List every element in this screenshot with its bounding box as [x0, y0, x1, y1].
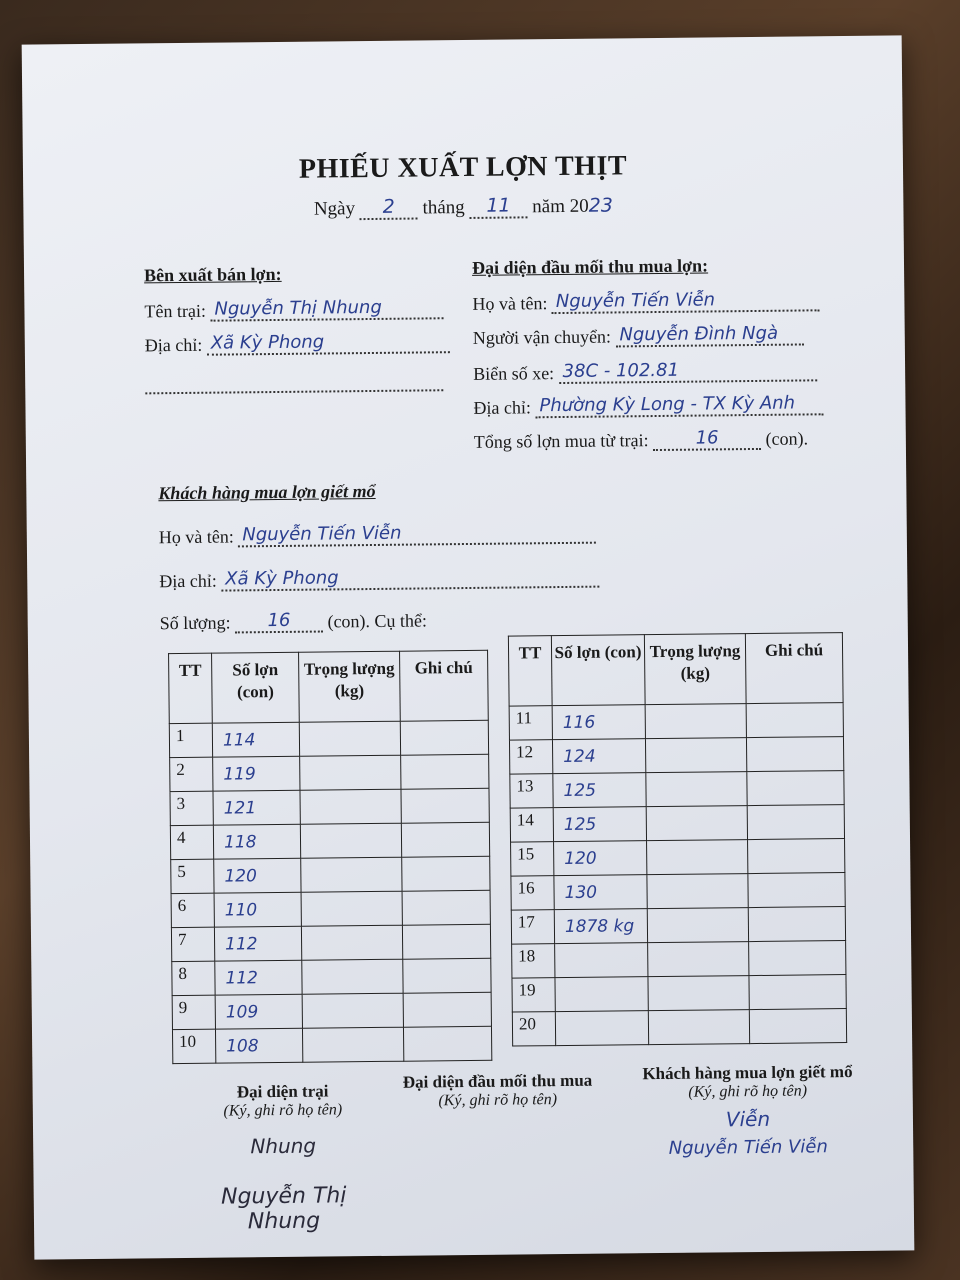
note-cell [748, 907, 845, 942]
weight-cell [647, 908, 748, 943]
seller-address-label: Địa chỉ: [144, 334, 203, 356]
table-row [509, 737, 843, 774]
blank-line [145, 375, 443, 394]
note-cell [746, 703, 843, 738]
seller-address-line [145, 330, 450, 356]
seller-farm-line [144, 296, 443, 322]
note-cell [747, 805, 844, 840]
weight-cell [301, 891, 402, 926]
pig-count-cell: 130 [554, 875, 647, 910]
note-cell [746, 737, 843, 772]
weight-cell [645, 704, 746, 739]
table-row [169, 720, 488, 757]
pig-count-cell: 114 [212, 722, 299, 757]
pig-table-left [168, 650, 492, 1064]
row-number: 2 [170, 757, 213, 791]
table-row [510, 805, 844, 842]
row-number: 1 [169, 723, 212, 757]
pig-table-right [508, 632, 847, 1046]
pig-count-cell: 120 [554, 841, 647, 876]
row-number: 12 [509, 740, 552, 774]
year-value: 23 [588, 194, 614, 217]
customer-name-label: Họ và tên: [158, 526, 234, 548]
table-row [172, 1026, 491, 1063]
row-number: 9 [172, 995, 215, 1029]
customer-name-line [159, 521, 597, 549]
weight-cell [648, 1010, 749, 1045]
table-row [510, 771, 844, 808]
table-row [512, 975, 846, 1012]
note-cell [400, 720, 488, 755]
col-note: Ghi chú [745, 633, 843, 704]
note-cell [403, 992, 491, 1027]
weight-cell [648, 942, 749, 977]
farm-label: Tên trại: [144, 300, 207, 322]
table-row [171, 890, 490, 927]
weight-cell [299, 721, 400, 756]
document-sheet [22, 35, 915, 1259]
weight-cell [647, 840, 748, 875]
pig-count-cell: 108 [215, 1028, 302, 1063]
weight-cell [300, 789, 401, 824]
customer-signature: Viễn [725, 1106, 771, 1132]
transporter-label: Người vận chuyển: [472, 326, 612, 348]
day-value: 2 [360, 196, 418, 221]
pig-count-cell: 112 [214, 926, 301, 961]
weight-cell [301, 925, 402, 960]
farm-signer-name: Nguyễn Thị Nhung [220, 1183, 347, 1235]
customer-address-value: Xã Kỳ Phong [221, 565, 599, 592]
row-number: 8 [172, 961, 215, 995]
pig-count-cell: 112 [215, 960, 302, 995]
pig-count-cell: 1878 kg [554, 909, 647, 944]
row-number: 18 [512, 944, 555, 978]
note-cell [748, 873, 845, 908]
weight-cell [302, 993, 403, 1028]
customer-address-label: Địa chỉ: [159, 570, 217, 592]
table-row [511, 839, 845, 876]
table-row [172, 992, 491, 1029]
row-number: 6 [171, 893, 214, 927]
pig-count-cell: 118 [213, 824, 300, 859]
note-cell [401, 822, 489, 857]
note-cell [402, 890, 490, 925]
weight-cell [648, 976, 749, 1011]
table-row [170, 788, 489, 825]
col-weight: Trọng lượng (kg) [299, 651, 401, 722]
row-number: 11 [509, 706, 552, 740]
table-row [511, 907, 845, 944]
customer-heading: Khách hàng mua lợn giết mổ [158, 480, 376, 504]
agent-name-line [472, 288, 820, 315]
weight-cell [645, 738, 746, 773]
transporter-line [473, 322, 804, 348]
row-number: 3 [170, 791, 213, 825]
customer-address-line [159, 565, 599, 593]
pig-count-cell: 116 [552, 705, 645, 740]
note-cell [403, 1026, 491, 1061]
col-note: Ghi chú [400, 650, 489, 721]
pig-count-cell: 119 [213, 756, 300, 791]
pig-count-cell: 109 [215, 994, 302, 1029]
customer-name-value: Nguyễn Tiến Viễn [238, 521, 596, 548]
col-pigs: Số lợn (con) [212, 652, 300, 723]
total-label: Tổng số lợn mua từ trại: [473, 430, 649, 452]
pig-count-cell [555, 977, 648, 1012]
agent-heading: Đại diện đầu mối thu mua lợn: [471, 255, 709, 278]
year-label: năm 20 [532, 195, 589, 218]
customer-signature-block [617, 1062, 878, 1160]
plate-label: Biển số xe: [473, 363, 555, 384]
agent-name-label: Họ và tên: [472, 293, 548, 314]
pig-count-cell: 125 [553, 807, 646, 842]
weight-cell [302, 1027, 403, 1062]
month-value: 11 [469, 194, 527, 219]
farm-sign-title: Đại diện trại [236, 1081, 329, 1102]
total-line [474, 426, 808, 452]
total-unit: (con). [765, 428, 809, 449]
table-row [170, 822, 489, 859]
row-number: 13 [510, 774, 553, 808]
agent-address-line [473, 392, 823, 419]
note-cell [401, 754, 489, 789]
qty-value: 16 [235, 610, 323, 634]
agent-sign-title: Đại diện đầu mối thu mua [402, 1070, 593, 1092]
row-number: 14 [510, 808, 553, 842]
date-line [23, 190, 903, 223]
note-cell [401, 788, 489, 823]
row-number: 16 [511, 876, 554, 910]
agent-sign-hint: (Ký, ghi rõ họ tên) [438, 1091, 558, 1110]
note-cell [748, 839, 845, 874]
pig-count-cell: 110 [214, 892, 301, 927]
seller-address-value: Xã Kỳ Phong [207, 330, 450, 356]
plate-value: 38C - 102.81 [559, 358, 817, 384]
weight-cell [301, 857, 402, 892]
plate-line [473, 358, 817, 385]
total-value: 16 [653, 427, 761, 451]
weight-cell [646, 772, 747, 807]
row-number: 17 [511, 910, 554, 944]
note-cell [402, 856, 490, 891]
weight-cell [302, 959, 403, 994]
transporter-value: Nguyễn Đình Ngà [615, 322, 803, 347]
document-title: PHIẾU XUẤT LỢN THỊT [298, 150, 628, 185]
customer-signer-name: Nguyễn Tiến Viễn [668, 1136, 828, 1159]
pig-count-cell: 120 [214, 858, 301, 893]
agent-signature-block [377, 1070, 617, 1111]
note-cell [747, 771, 844, 806]
note-cell [749, 941, 846, 976]
row-number: 10 [172, 1029, 215, 1063]
customer-qty-line [160, 608, 428, 634]
agent-name-value: Nguyễn Tiến Viễn [552, 288, 820, 314]
weight-cell [300, 823, 401, 858]
note-cell [403, 958, 491, 993]
seller-address-extra-line [145, 370, 443, 394]
row-number: 5 [171, 859, 214, 893]
col-tt: TT [169, 653, 213, 723]
seller-heading: Bên xuất bán lợn: [143, 263, 282, 286]
weight-cell [647, 874, 748, 909]
pig-count-cell: 125 [553, 773, 646, 808]
note-cell [749, 975, 846, 1010]
farm-sign-hint: (Ký, ghi rõ họ tên) [223, 1101, 343, 1120]
table-row [171, 924, 490, 961]
table-row [170, 754, 489, 791]
qty-suffix: (con). Cụ thể: [327, 610, 428, 632]
table-row [509, 703, 843, 740]
weight-cell [646, 806, 747, 841]
customer-sign-hint: (Ký, ghi rõ họ tên) [688, 1082, 808, 1101]
pig-count-cell [555, 943, 648, 978]
col-pigs: Số lợn (con) [551, 635, 645, 706]
table-row [512, 1009, 846, 1046]
pig-count-cell: 124 [552, 739, 645, 774]
customer-sign-title: Khách hàng mua lợn giết mổ [642, 1061, 853, 1084]
weight-cell [300, 755, 401, 790]
row-number: 7 [171, 927, 214, 961]
day-label: Ngày [313, 198, 356, 220]
pig-count-cell [555, 1011, 648, 1046]
row-number: 19 [512, 978, 555, 1012]
note-cell [402, 924, 490, 959]
farm-signature-block [183, 1081, 385, 1235]
note-cell [749, 1009, 846, 1044]
qty-label: Số lượng: [159, 612, 231, 634]
col-weight: Trọng lượng (kg) [644, 634, 746, 705]
farm-signature: Nhung [250, 1133, 317, 1159]
row-number: 4 [170, 825, 213, 859]
table-row [511, 873, 845, 910]
table-row [171, 856, 490, 893]
row-number: 15 [511, 842, 554, 876]
table-row [512, 941, 846, 978]
col-tt: TT [508, 636, 552, 706]
month-label: tháng [422, 197, 465, 219]
agent-address-label: Địa chỉ: [473, 397, 532, 418]
farm-value: Nguyễn Thị Nhung [210, 296, 443, 321]
pig-count-cell: 121 [213, 790, 300, 825]
table-row [172, 958, 491, 995]
agent-address-value: Phường Kỳ Long - TX Kỳ Anh [535, 392, 823, 418]
row-number: 20 [512, 1012, 555, 1046]
